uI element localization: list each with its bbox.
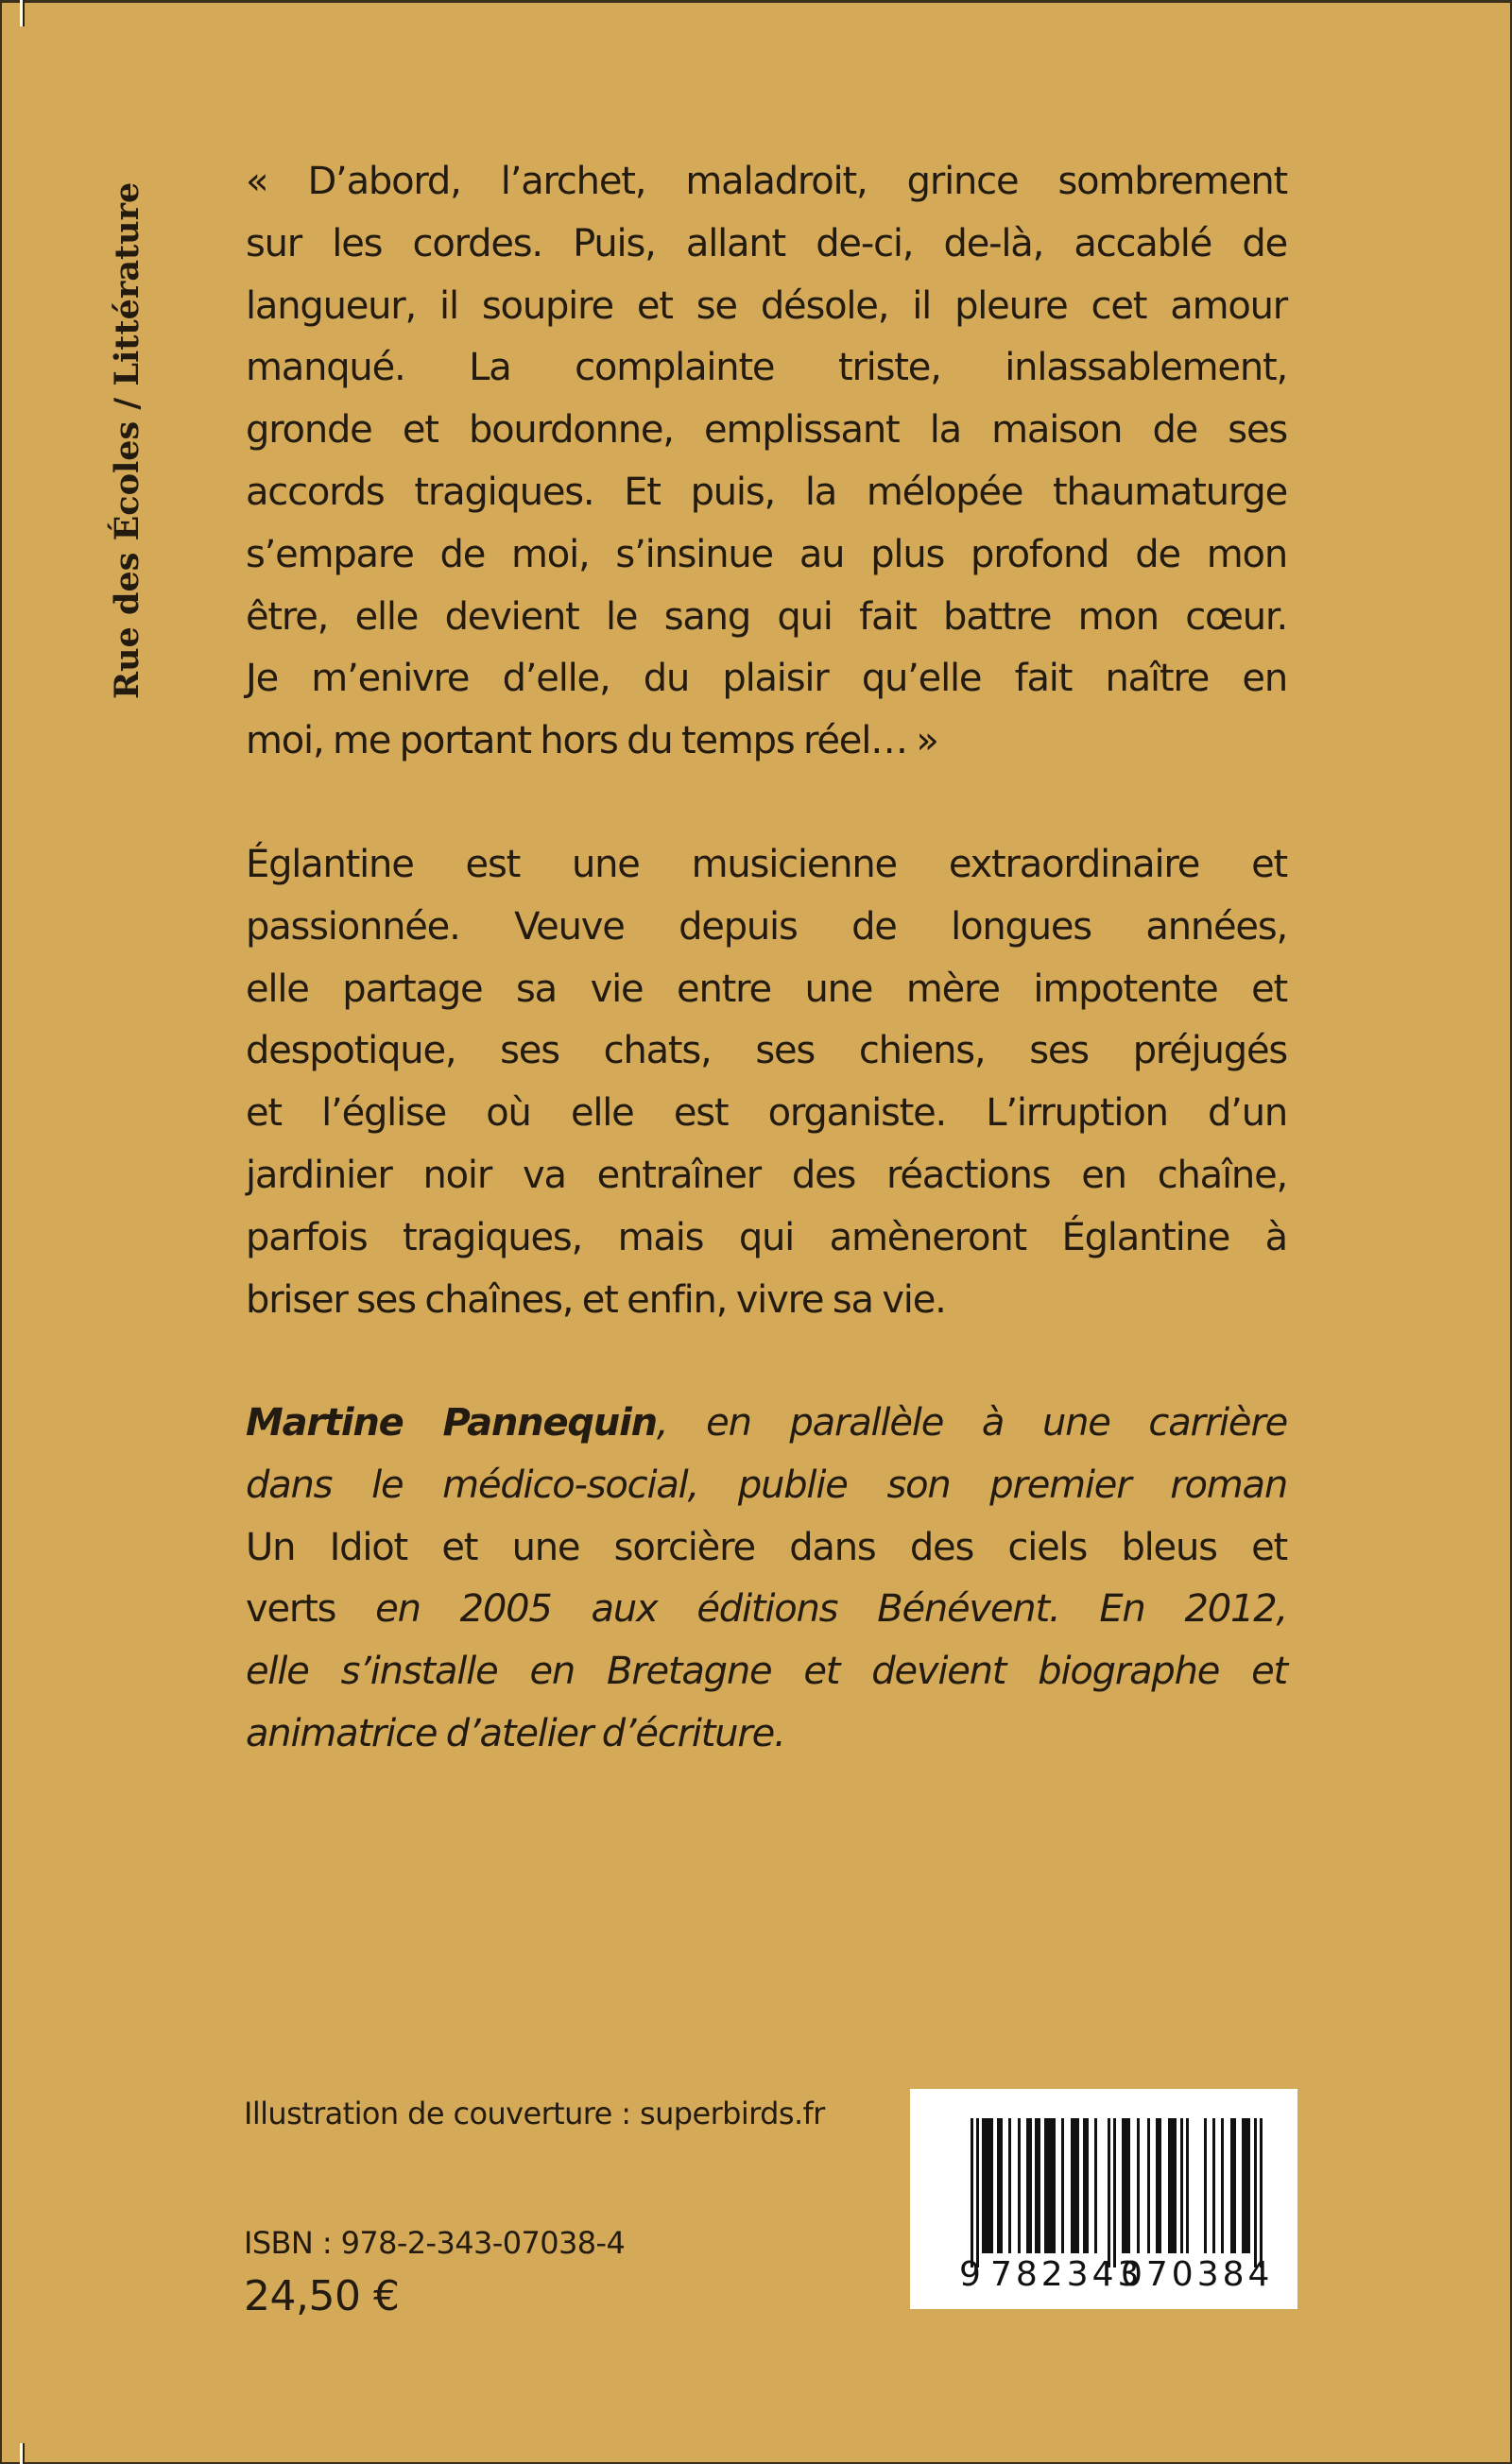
barcode-bar xyxy=(976,2118,979,2267)
crop-mark-bottom xyxy=(20,2443,25,2464)
excerpt-line: manqué. La complainte triste, inlassablement, xyxy=(246,346,1287,390)
barcode-bar xyxy=(1260,2118,1263,2267)
barcode-bar xyxy=(1180,2118,1183,2253)
barcode xyxy=(910,2089,1297,2309)
bio-line xyxy=(246,1579,1287,1641)
bio-text: , en parallèle à une carrière xyxy=(656,1401,1287,1445)
synopsis-line: passionnée. Veuve depuis de longues années, xyxy=(246,904,1287,949)
barcode-bar xyxy=(1113,2118,1116,2267)
excerpt-line: « D’abord, l’archet, maladroit, grince sombrement xyxy=(246,160,1287,203)
barcode-bar xyxy=(1008,2118,1011,2253)
crop-mark-top xyxy=(20,0,25,26)
barcode-bar xyxy=(1212,2118,1215,2253)
barcode-bar xyxy=(1071,2118,1079,2253)
excerpt-quote xyxy=(246,151,1287,773)
barcode-bar xyxy=(1230,2118,1236,2253)
synopsis-line: elle partage sa vie entre une mère impotente et xyxy=(246,967,1287,1011)
barcode-bar xyxy=(1094,2118,1097,2253)
barcode-bar xyxy=(1137,2118,1140,2253)
barcode-bar xyxy=(997,2118,1003,2253)
synopsis-line: briser ses chaînes, et enfin, vivre sa vie. xyxy=(246,1277,946,1322)
barcode-bar xyxy=(1254,2118,1257,2267)
author-name: Martine Pannequin xyxy=(246,1401,657,1445)
excerpt-line: Je m’enivre d’elle, du plaisir qu’elle fait naître en xyxy=(246,657,1287,701)
barcode-bar xyxy=(1242,2118,1250,2253)
excerpt-line: accords tragiques. Et puis, la mélopée thaumaturge xyxy=(246,470,1287,514)
synopsis xyxy=(246,834,1287,1331)
collection-label xyxy=(102,151,144,699)
excerpt-line: moi, me portant hors du temps réel… » xyxy=(246,719,938,763)
excerpt-line: s’empare de moi, s’insinue au plus profond de mon xyxy=(246,532,1287,576)
barcode-bar xyxy=(1035,2118,1040,2253)
isbn: ISBN : 978-2-343-07038-4 xyxy=(244,2225,626,2261)
barcode-bar xyxy=(1044,2118,1056,2253)
illustration-credit: Illustration de couverture : superbirds.fr xyxy=(244,2096,825,2131)
price: 24,50 € xyxy=(244,2272,400,2320)
excerpt-line: être, elle devient le sang qui fait battre mon cœur. xyxy=(246,594,1287,639)
barcode-bar xyxy=(1168,2118,1177,2253)
author-bio xyxy=(246,1393,1287,1766)
synopsis-line: Églantine est une musicienne extraordinaire et xyxy=(246,843,1287,886)
synopsis-line: despotique, ses chats, ses chiens, ses préjugés xyxy=(246,1029,1287,1073)
barcode-bar xyxy=(1147,2118,1150,2253)
book-title-line: Un Idiot et une sorcière dans des ciels bleus et xyxy=(246,1525,1287,1569)
bio-line: elle s’installe en Bretagne et devient biographe et xyxy=(246,1650,1287,1694)
barcode-bar xyxy=(971,2118,973,2267)
barcode-bar xyxy=(1026,2118,1032,2253)
bio-line: animatrice d’atelier d’écriture. xyxy=(246,1711,785,1755)
bio-line: dans le médico-social, publie son premier roman xyxy=(246,1463,1287,1507)
synopsis-line: parfois tragiques, mais qui amèneront Églantine à xyxy=(246,1215,1287,1259)
excerpt-line: gronde et bourdonne, emplissant la maison de ses xyxy=(246,408,1287,453)
barcode-bar xyxy=(982,2118,993,2253)
barcode-left-digits: 782343 xyxy=(990,2255,1143,2294)
barcode-bar xyxy=(1083,2118,1089,2253)
barcode-bar xyxy=(1186,2118,1189,2253)
barcode-bar xyxy=(1204,2118,1207,2253)
barcode-bar xyxy=(1061,2118,1064,2253)
barcode-bar xyxy=(1221,2118,1224,2253)
bio-text: en 2005 aux éditions Bénévent. En 2012, xyxy=(335,1587,1287,1632)
excerpt-line: sur les cordes. Puis, allant de-ci, de-là, accablé de xyxy=(246,221,1287,265)
collection-label-text: Rue des Écoles / Littérature xyxy=(108,181,146,699)
barcode-bars xyxy=(971,2118,1260,2255)
barcode-bar xyxy=(1122,2118,1130,2253)
barcode-bar xyxy=(1156,2118,1161,2253)
synopsis-line: et l’église où elle est organiste. L’irruption d’un xyxy=(246,1091,1287,1136)
barcode-bar xyxy=(1018,2118,1021,2253)
barcode-right-digits: 070384 xyxy=(1121,2255,1274,2294)
bio-line xyxy=(246,1393,1287,1455)
synopsis-line: jardinier noir va entraîner des réactions en chaîne, xyxy=(246,1153,1287,1197)
barcode-first-digit: 9 xyxy=(959,2255,985,2294)
book-title: verts xyxy=(246,1587,336,1632)
excerpt-line: langueur, il soupire et se désole, il pleure cet amour xyxy=(246,283,1287,328)
barcode-bar xyxy=(1108,2118,1110,2267)
